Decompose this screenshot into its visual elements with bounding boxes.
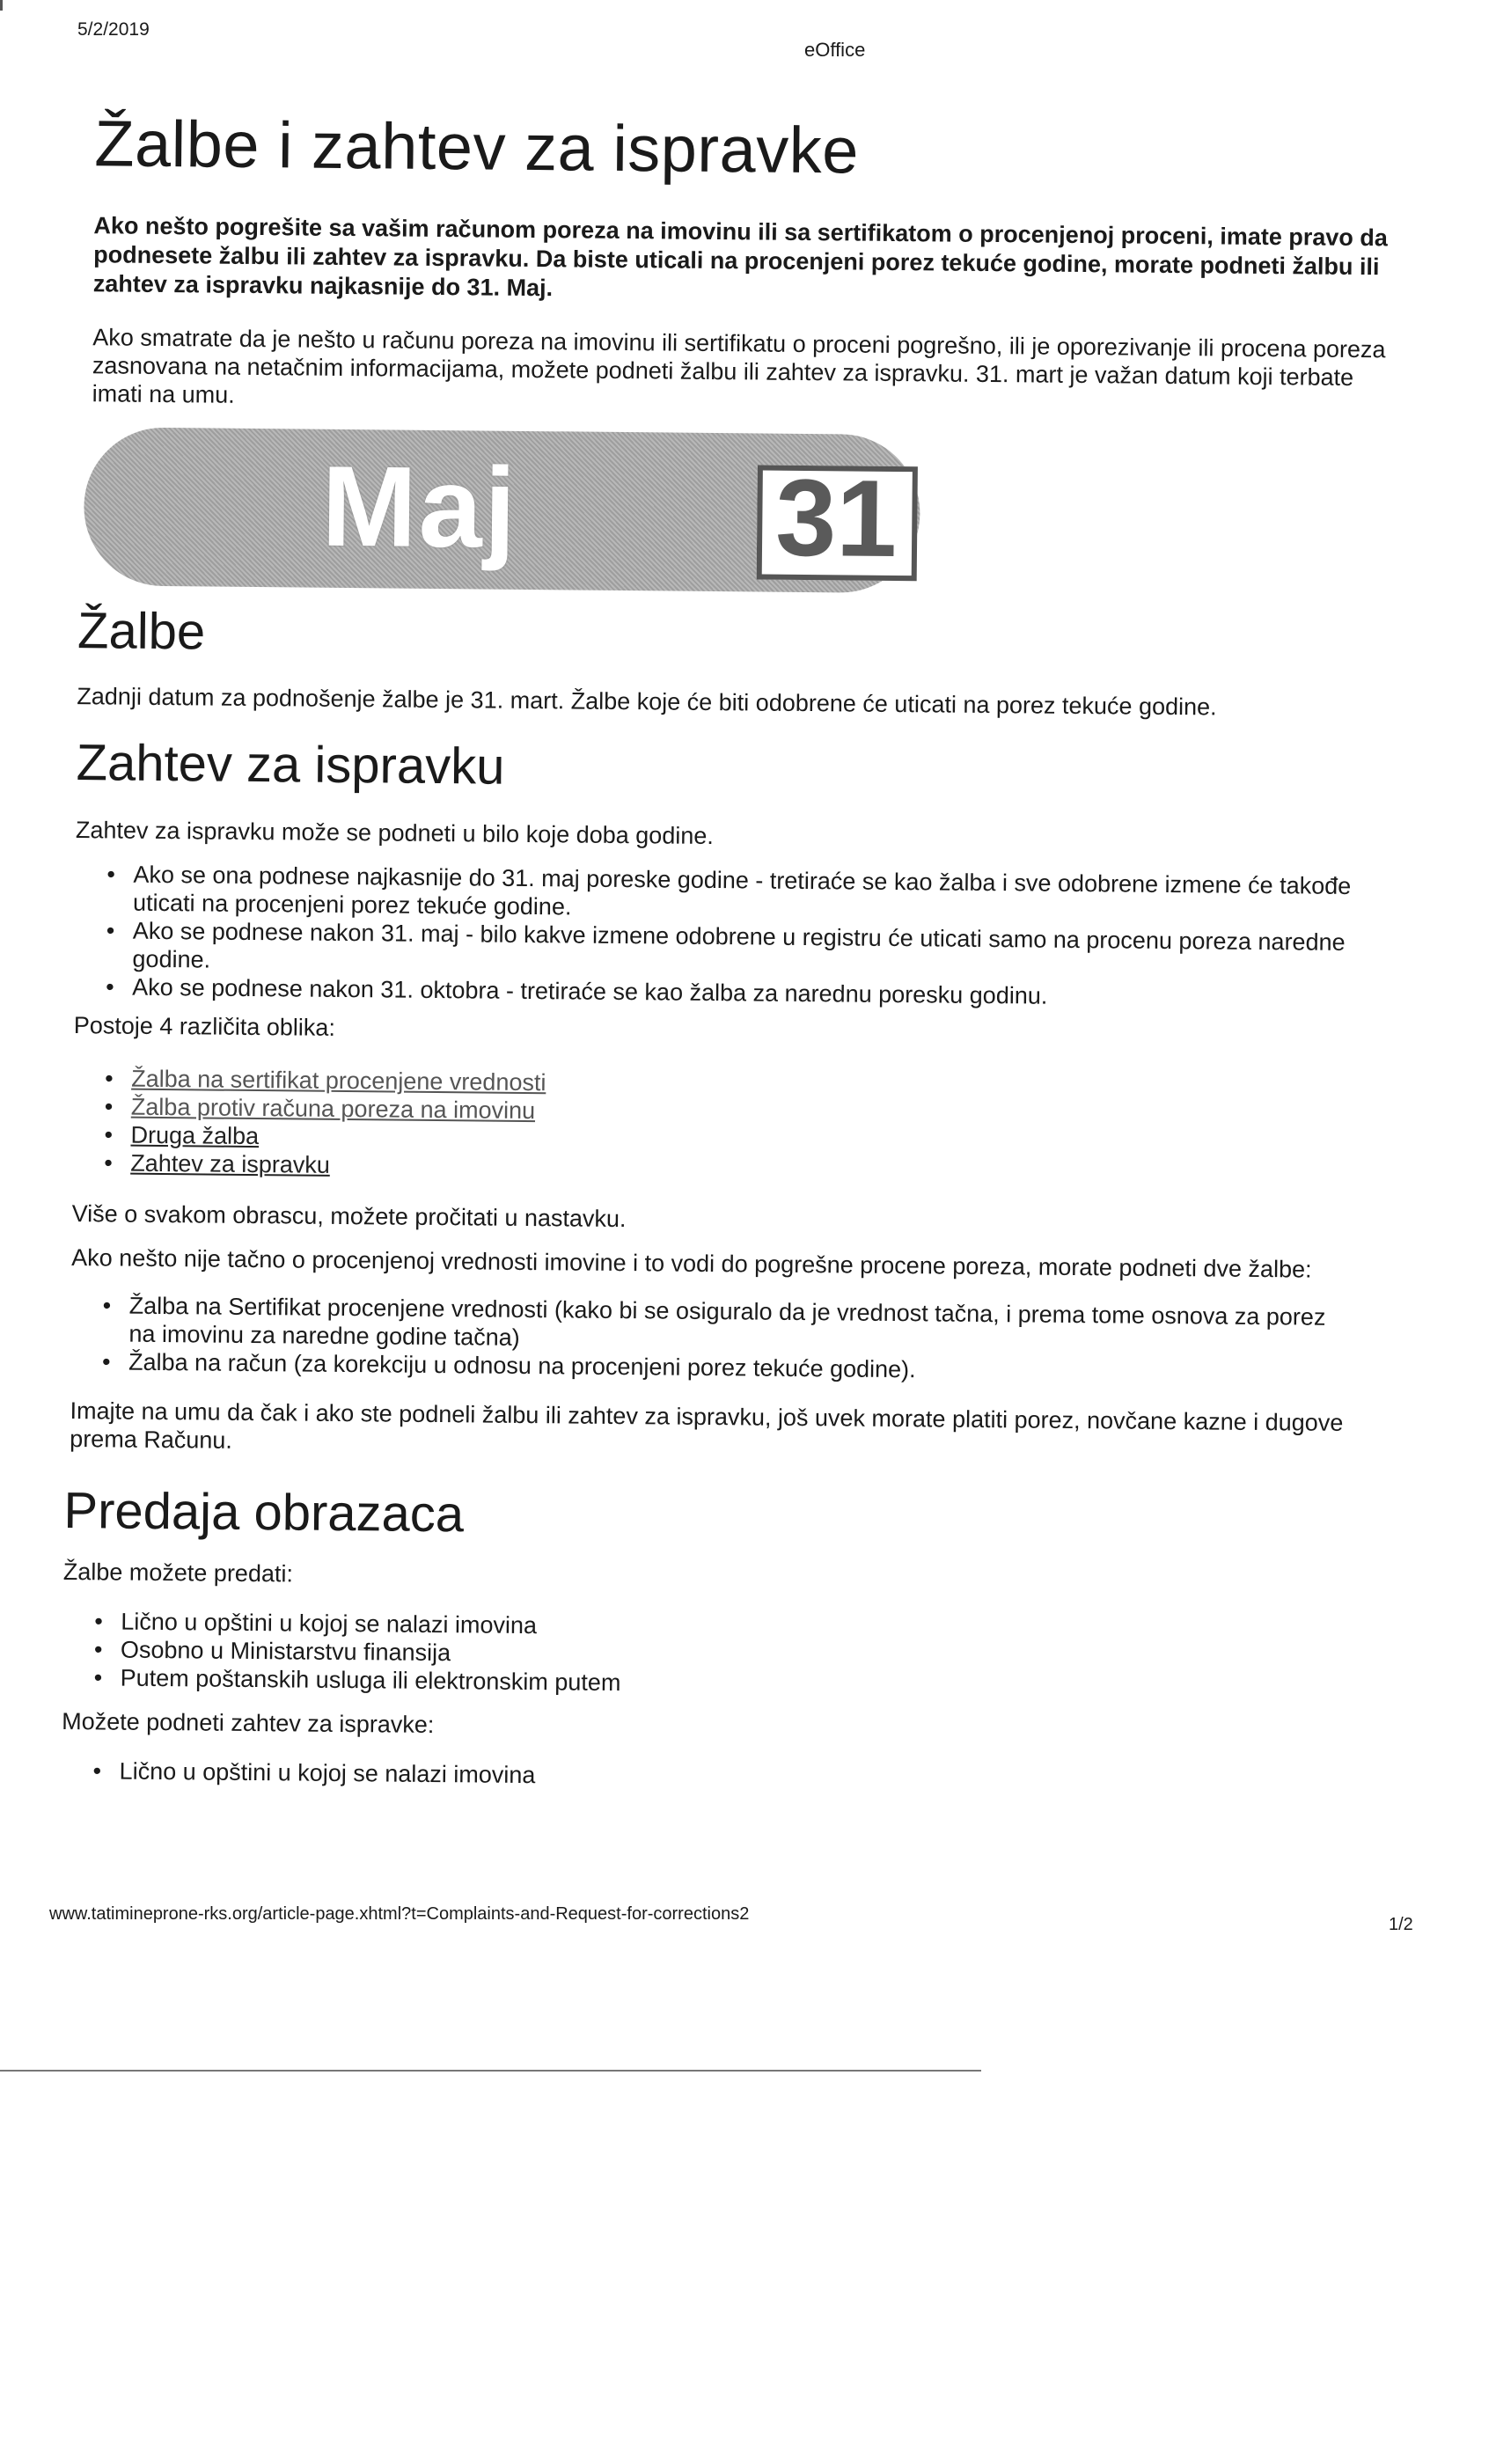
print-date: 5/2/2019 — [77, 19, 150, 40]
scan-corner-mark — [0, 0, 3, 11]
corrections-list — [70, 1756, 1395, 1797]
forms-intro: Postoje 4 različita oblika: — [73, 1011, 336, 1041]
section-heading-zahtev: Zahtev za ispravku — [76, 733, 505, 796]
footer-page-number: 1/2 — [1389, 1915, 1413, 1934]
article-page — [57, 88, 1411, 1798]
forms-link-list — [81, 1064, 1402, 1189]
zahtev-paragraph: Zahtev za ispravku može se podneti u bilo koje doba godine. — [75, 816, 714, 849]
form-link-correction-request[interactable]: Zahtev za ispravku — [130, 1149, 331, 1178]
list-item: • Ako se ona podnese najkasnije do 31. maj poreske godine - tretiraće se kao žalba i sve odobrene izmene će takođe uticati na procenjeni porez tekuće godine. — [84, 860, 1352, 928]
wrong-value-paragraph: Ako nešto nije tačno o procenjenoj vrednosti imovine i to vodi do pogrešne procene poreza, morate podneti dve žalbe: — [71, 1243, 1312, 1283]
section-heading-predaja: Predaja obrazaca — [63, 1481, 465, 1543]
form-link-certificate-appeal[interactable]: Žalba na sertifikat procenjene vrednosti — [131, 1065, 546, 1096]
section-heading-zalbe: Žalbe — [77, 602, 206, 661]
list-item: • Žalba na račun (za korekciju u odnosu na procenjeni porez tekuće godine). — [79, 1347, 1346, 1388]
page-title: Žalbe i zahtev za ispravke — [94, 106, 860, 187]
zalbe-paragraph: Zadnji datum za podnošenje žalbe je 31. mart. Žalbe koje će biti odobrene će uticati na porez tekuće godine. — [77, 682, 1217, 721]
form-link-tax-bill-appeal[interactable]: Žalba protiv računa poreza na imovinu — [130, 1093, 536, 1124]
list-item: • Lično u opštini u kojoj se nalazi imovina — [70, 1756, 1395, 1797]
list-item: • Ako se podnese nakon 31. maj - bilo kakve izmene odobrene u registru će uticati samo na procenu poreza naredne godine. — [83, 916, 1351, 985]
form-link-other-appeal[interactable]: Druga žalba — [130, 1121, 260, 1149]
zahtev-list — [83, 860, 1351, 1013]
list-item: • Žalba na Sertifikat procenjene vrednosti (kako bi se osiguralo da je vrednost tačna, i prema tome osnova za porez na imovinu za naredne godine tačna) — [79, 1291, 1347, 1360]
footer-url: www.tatimineprone-rks.org/article-page.xhtml?t=Complaints-and-Request-for-corrections2 — [49, 1904, 750, 1924]
list-item: • Osobno u Ministarstvu finansija — [71, 1635, 1397, 1676]
forms-more-paragraph: Više o svakom obrascu, možete pročitati u nastavku. — [71, 1199, 627, 1232]
list-item: • Ako se podnese nakon 31. oktobra - tretiraće se kao žalba za narednu poresku godinu. — [83, 972, 1350, 1013]
note-paragraph: Imajte na umu da čak i ako ste podneli žalbu ili zahtev za ispravku, još uvek morate platiti porez, novčane kazne i dugove prema Računu. — [70, 1397, 1344, 1454]
intro-paragraph: Ako smatrate da je nešto u računu poreza na imovinu ili sertifikatu o proceni pogrešno, ili je oporezivanje ili procena poreza zasnovana na netačnim informacijama, možete podneti žalbu ili zahtev za ispravku. 31. mart je važan datum koji terbate imati na umu. — [92, 324, 1386, 408]
corrections-intro: Možete podneti zahtev za ispravke: — [62, 1708, 435, 1739]
appeals-list — [71, 1607, 1397, 1704]
deadline-banner — [84, 427, 921, 593]
print-site-name: eOffice — [804, 39, 866, 61]
intro-bold-paragraph: Ako nešto pogrešite sa vašim računom poreza na imovinu ili sa sertifikatom o procenjenoj proceni, imate pravo da podnesete žalbu ili zahtev za ispravku. Da biste uticali na procenjeni porez tekuće godine, morate podneti žalbu ili zahtev za ispravku najkasnije do 31. Maj. — [92, 212, 1388, 302]
list-item: • Lično u opštini u kojoj se nalazi imovina — [71, 1607, 1397, 1647]
banner-month: Maj — [320, 441, 518, 572]
page-divider — [0, 2070, 981, 2072]
appeals-intro: Žalbe možete predati: — [62, 1558, 294, 1588]
list-item: • Putem poštanskih usluga ili elektronskim putem — [71, 1663, 1397, 1704]
wrong-value-list — [79, 1291, 1347, 1388]
banner-day: 31 — [774, 457, 898, 580]
